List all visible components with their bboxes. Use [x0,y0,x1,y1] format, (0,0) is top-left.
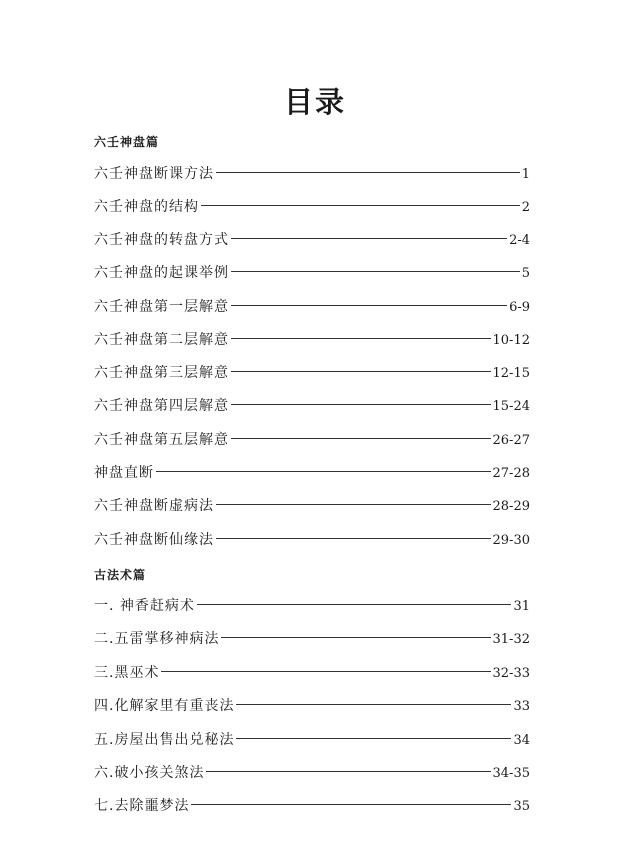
section-heading: 六壬神盘篇 [94,135,160,149]
toc-entry[interactable] [94,729,530,749]
toc-entry-page: 34-35 [492,766,530,781]
page-title: 目录 [283,85,346,119]
toc-entry-label: 六壬神盘断虚病法 [94,498,214,514]
toc-entry[interactable] [94,495,530,515]
toc-entry-page: 2 [521,200,530,215]
leader-line [236,738,511,739]
toc-entry-page: 31-32 [492,632,530,647]
toc-entry[interactable] [94,595,530,615]
toc-entry-label: 六壬神盘第四层解意 [94,398,229,414]
leader-line [221,637,490,638]
toc-entry-label: 六壬神盘的结构 [94,199,199,215]
toc-entry-label: 六壬神盘的转盘方式 [94,232,229,248]
leader-line [156,471,491,472]
toc-entry[interactable] [94,795,530,815]
leader-line [201,205,520,206]
leader-line [231,305,507,306]
toc-entry[interactable] [94,229,530,249]
toc-entry-label: 六壬神盘第五层解意 [94,432,229,448]
toc-entry-label: 七.去除噩梦法 [94,798,190,814]
toc-entry-page: 27-28 [492,466,530,481]
toc-entry-page: 15-24 [492,399,530,414]
toc-entry[interactable] [94,662,530,682]
leader-line [231,404,491,405]
leader-line [231,338,491,339]
leader-line [197,604,512,605]
toc-entry[interactable] [94,362,530,382]
toc-entry-label: 六壬神盘的起课举例 [94,265,229,281]
leader-line [216,172,520,173]
toc-entry-page: 10-12 [492,333,530,348]
leader-line [231,271,520,272]
leader-line [216,538,491,539]
toc-entry-page: 5 [521,266,530,281]
toc-entry[interactable] [94,163,530,183]
leader-line [216,504,491,505]
toc-entry-page: 6-9 [509,300,530,315]
leader-line [231,438,491,439]
toc-entry[interactable] [94,462,530,482]
toc-entry-label: 四.化解家里有重丧法 [94,698,235,714]
toc-entry[interactable] [94,196,530,216]
toc-entry[interactable] [94,429,530,449]
toc-entry[interactable] [94,395,530,415]
leader-line [161,671,490,672]
toc-entry-label: 六壬神盘断仙缘法 [94,532,214,548]
toc-entry-label: 一. 神香赶病术 [94,598,195,614]
toc-entry-page: 12-15 [492,366,530,381]
toc-entry-label: 六壬神盘第三层解意 [94,365,229,381]
toc-entry-label: 六壬神盘第二层解意 [94,332,229,348]
toc-entry-page: 29-30 [492,533,530,548]
leader-line [191,804,511,805]
toc-entry[interactable] [94,628,530,648]
toc-entry[interactable] [94,695,530,715]
toc-entry-page: 31 [513,599,530,614]
leader-line [231,371,491,372]
toc-entry[interactable] [94,262,530,282]
leader-line [206,771,490,772]
leader-line [231,238,507,239]
toc-entry-label: 神盘直断 [94,465,154,481]
toc-entry[interactable] [94,529,530,549]
toc-entry-page: 2-4 [509,233,530,248]
toc-entry-label: 三.黑巫术 [94,665,160,681]
section-heading: 古法术篇 [94,568,147,582]
toc-entry-page: 1 [521,167,530,182]
toc-entry-label: 二.五雷掌移神病法 [94,631,220,647]
toc-entry-label: 六.破小孩关煞法 [94,765,205,781]
toc-entry[interactable] [94,762,530,782]
toc-entry-label: 六壬神盘断课方法 [94,166,214,182]
toc-entry-label: 五.房屋出售出兑秘法 [94,732,235,748]
toc-entry[interactable] [94,329,530,349]
toc-entry-page: 32-33 [492,666,530,681]
toc-entry-page: 35 [513,799,530,814]
toc-entry-page: 33 [513,699,530,714]
leader-line [236,704,511,705]
toc-entry-label: 六壬神盘第一层解意 [94,299,229,315]
toc-entry-page: 26-27 [492,433,530,448]
toc-entry[interactable] [94,296,530,316]
toc-entry-page: 28-29 [492,499,530,514]
toc-entry-page: 34 [513,733,530,748]
